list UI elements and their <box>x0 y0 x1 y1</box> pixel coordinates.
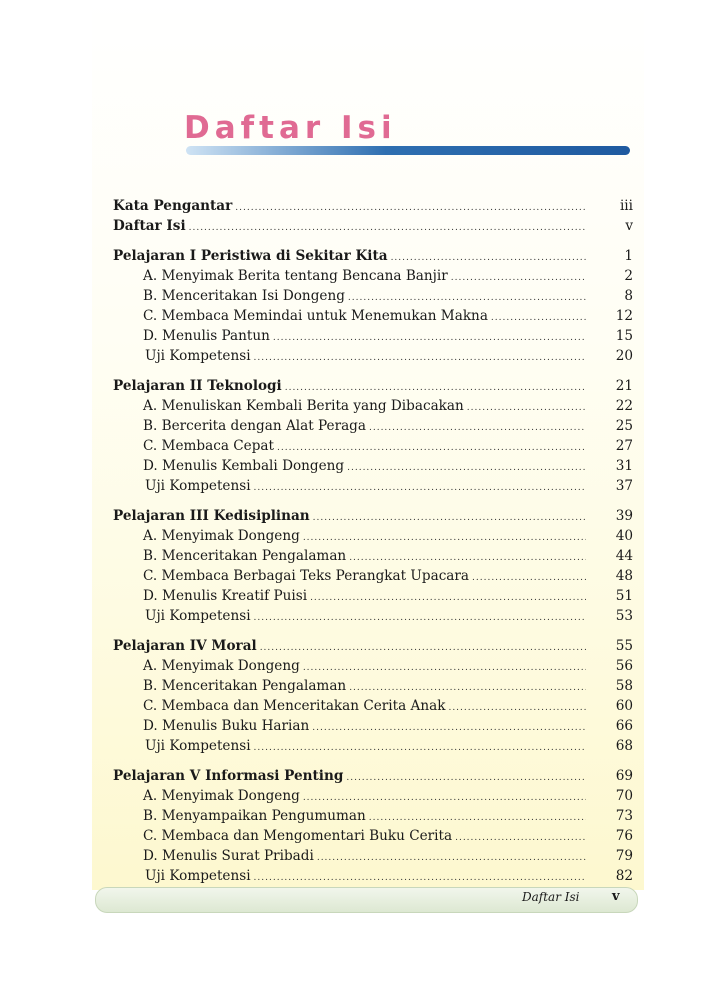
toc-entry-daftar-isi[interactable]: Daftar Isi ..... v <box>113 216 633 236</box>
toc-section-2b[interactable]: B. Bercerita dengan Alat Peraga ..... 25 <box>113 416 633 436</box>
toc-section-3d[interactable]: D. Menulis Kreatif Puisi ..... 51 <box>113 586 633 606</box>
toc-uji-kompetensi-4[interactable]: Uji Kompetensi ..... 68 <box>113 736 633 756</box>
toc-section-4a[interactable]: A. Menyimak Dongeng ..... 56 <box>113 656 633 676</box>
toc-section-3c[interactable]: C. Membaca Berbagai Teks Perangkat Upacara ..... 48 <box>113 566 633 586</box>
toc-section-4d[interactable]: D. Menulis Buku Harian ..... 66 <box>113 716 633 736</box>
footer-page-number: v <box>612 889 620 904</box>
footer-section-label: Daftar Isi <box>522 890 580 904</box>
toc-section-2d[interactable]: D. Menulis Kembali Dongeng ..... 31 <box>113 456 633 476</box>
toc-section-1b[interactable]: B. Menceritakan Isi Dongeng ..... 8 <box>113 286 633 306</box>
toc-section-4b[interactable]: B. Menceritakan Pengalaman ..... 58 <box>113 676 633 696</box>
toc-section-1d[interactable]: D. Menulis Pantun ..... 15 <box>113 326 633 346</box>
toc-uji-kompetensi-2[interactable]: Uji Kompetensi ..... 37 <box>113 476 633 496</box>
toc-chapter-2[interactable]: Pelajaran II Teknologi ..... 21 <box>113 376 633 396</box>
toc-section-2a[interactable]: A. Menuliskan Kembali Berita yang Dibacakan ..... 22 <box>113 396 633 416</box>
toc-uji-kompetensi-5[interactable]: Uji Kompetensi ..... 82 <box>113 866 633 886</box>
toc-section-3b[interactable]: B. Menceritakan Pengalaman ..... 44 <box>113 546 633 566</box>
toc-section-1a[interactable]: A. Menyimak Berita tentang Bencana Banjir ..... 2 <box>113 266 633 286</box>
toc-chapter-1[interactable]: Pelajaran I Peristiwa di Sekitar Kita ..... 1 <box>113 246 633 266</box>
toc-section-5d[interactable]: D. Menulis Surat Pribadi ..... 79 <box>113 846 633 866</box>
toc-uji-kompetensi-1[interactable]: Uji Kompetensi ..... 20 <box>113 346 633 366</box>
toc-entry-kata-pengantar[interactable]: Kata Pengantar ..... iii <box>113 196 633 216</box>
toc-section-5b[interactable]: B. Menyampaikan Pengumuman ..... 73 <box>113 806 633 826</box>
toc-section-5c[interactable]: C. Membaca dan Mengomentari Buku Cerita ..... 76 <box>113 826 633 846</box>
toc-uji-kompetensi-3[interactable]: Uji Kompetensi ..... 53 <box>113 606 633 626</box>
toc-chapter-4[interactable]: Pelajaran IV Moral ..... 55 <box>113 636 633 656</box>
toc-section-2c[interactable]: C. Membaca Cepat ..... 27 <box>113 436 633 456</box>
toc-section-5a[interactable]: A. Menyimak Dongeng ..... 70 <box>113 786 633 806</box>
toc-section-4c[interactable]: C. Membaca dan Menceritakan Cerita Anak ..... 60 <box>113 696 633 716</box>
toc-chapter-5[interactable]: Pelajaran V Informasi Penting ..... 69 <box>113 766 633 786</box>
toc-section-3a[interactable]: A. Menyimak Dongeng ..... 40 <box>113 526 633 546</box>
page-title: Daftar Isi <box>184 110 397 146</box>
toc-chapter-3[interactable]: Pelajaran III Kedisiplinan ..... 39 <box>113 506 633 526</box>
toc-section-1c[interactable]: C. Membaca Memindai untuk Menemukan Makna ..... 12 <box>113 306 633 326</box>
title-underline-bar <box>186 146 630 155</box>
